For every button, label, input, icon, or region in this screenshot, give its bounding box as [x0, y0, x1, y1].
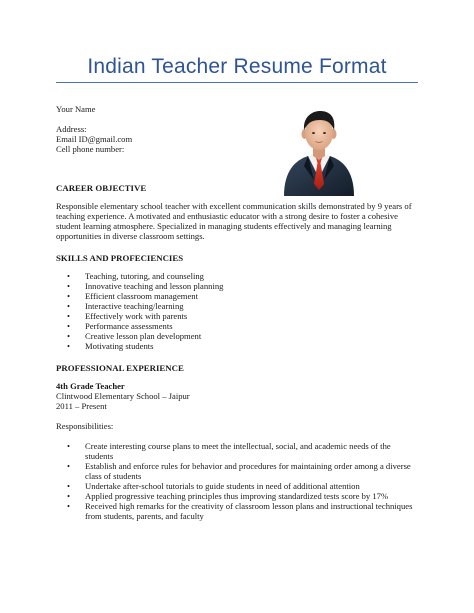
document-title: Indian Teacher Resume Format [87, 55, 387, 78]
skills-list [56, 271, 418, 351]
responsibility-item: • Applied progressive teaching principles thus improving standardized tests score by 17% [56, 491, 418, 501]
address-label: Address: [56, 124, 87, 134]
skill-item: • Effectively work with parents [56, 311, 418, 321]
responsibility-item: • Undertake after-school tutorials to guide students in need of additional attention [56, 481, 418, 491]
employment-dates: 2011 – Present [56, 401, 107, 411]
skill-item: • Efficient classroom management [56, 291, 418, 301]
employer: Clintwood Elementary School – Jaipur [56, 391, 190, 401]
email-address: Email ID@gmail.com [56, 134, 133, 144]
responsibility-item: • Received high remarks for the creativity of classroom lesson plans and instructional techniques from students, parents, and faculty [56, 501, 418, 521]
responsibilities-list [56, 441, 418, 521]
phone-label: Cell phone number: [56, 144, 125, 154]
skill-item: • Teaching, tutoring, and counseling [56, 271, 418, 281]
career-objective-heading: CAREER OBJECTIVE [56, 183, 147, 193]
skill-item: • Interactive teaching/learning [56, 301, 418, 311]
skills-heading: SKILLS AND PROFECIENCIES [56, 253, 184, 263]
responsibility-item: • Establish and enforce rules for behavior and procedures for maintaining order among a diverse class of students [56, 461, 418, 481]
experience-heading: PROFESSIONAL EXPERIENCE [56, 363, 184, 373]
responsibilities-label: Responsibilities: [56, 421, 114, 431]
skill-item: • Creative lesson plan development [56, 331, 418, 341]
applicant-name: Your Name [56, 104, 96, 114]
career-objective-text: Responsible elementary school teacher with excellent communication skills demonstrated by 9 years of teaching experience. A motivated and enthusiastic educator with a strong desire to foster a cohesive student learning atmosphere. Specialized in managing students effectively and managing learning opportunities in diverse classroom settings. [56, 201, 412, 241]
resume-content [56, 104, 418, 521]
title-underline [56, 82, 418, 83]
skill-item: • Innovative teaching and lesson planning [56, 281, 418, 291]
skill-item: • Performance assessments [56, 321, 418, 331]
skill-item: • Motivating students [56, 341, 418, 351]
job-title: 4th Grade Teacher [56, 381, 125, 391]
responsibility-item: • Create interesting course plans to meet the intellectual, social, and academic needs of the students [56, 441, 418, 461]
